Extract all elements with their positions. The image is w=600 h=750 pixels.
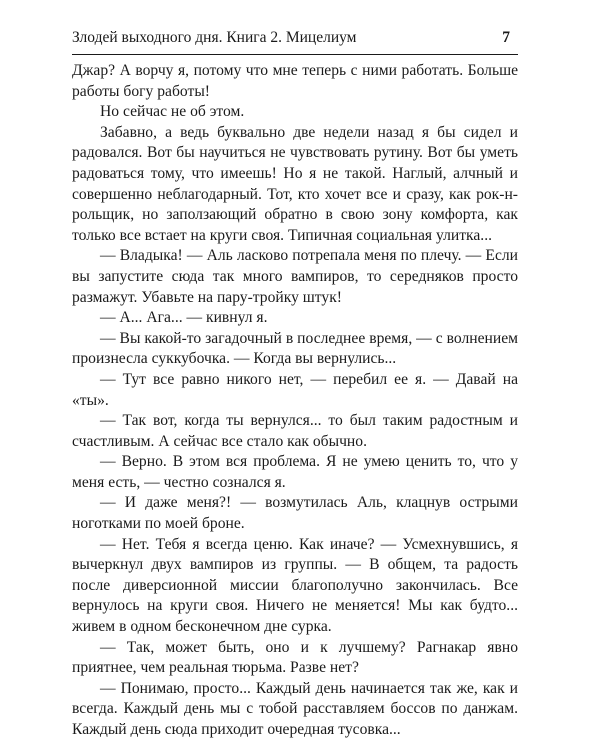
page-number: 7 (502, 29, 510, 46)
paragraph: — Вы какой-то загадочный в последнее время, — с волнением произнесла суккубочка. — Когда вы вернулись... (72, 329, 518, 368)
paragraph: — Тут все равно никого нет, — перебил ее я. — Давай на «ты». (72, 370, 518, 409)
paragraph: Джар? А ворчу я, потому что мне теперь с ними работать. Больше работы богу работы! (72, 62, 518, 100)
body-text (72, 61, 518, 741)
book-page (72, 28, 518, 741)
paragraph: — Так, может быть, оно и к лучшему? Рагнакар явно приятнее, чем реальная тюрьма. Разве нет? (72, 638, 518, 677)
paragraph: — Так вот, когда ты вернулся... то был таким радостным и счастливым. А сейчас все стало как обычно. (72, 412, 518, 450)
paragraph: — А... Ага... — кивнул я. (100, 309, 268, 327)
running-header (72, 28, 518, 55)
paragraph: Но сейчас не об этом. (100, 103, 245, 121)
paragraph: Забавно, а ведь буквально две недели назад я бы сидел и радовался. Вот бы научиться не чувствовать рутину. Вот бы уметь радоваться тому, что имеешь! Но я не такой. Наглый, алчный и совершенно неблагодарный. Тот, кто хочет все и сразу, как рок-н-рольщик, но заползающий обратно в свою зону комфорта, как только все встает на круги своя. Типичная социальная улитка... (72, 123, 518, 244)
paragraph: — Владыка! — Аль ласково потрепала меня по плечу. — Если вы запустите сюда так много вампиров, то середняков просто размажут. Убавьте на пару-тройку штук! (72, 247, 518, 306)
book-title: Злодей выходного дня. Книга 2. Мицелиум (72, 29, 357, 46)
paragraph: — И даже меня?! — возмутилась Аль, клацнув острыми ноготками по моей броне. (72, 494, 518, 533)
paragraph: — Понимаю, просто... Каждый день начинается так же, как и всегда. Каждый день мы с тобой расставляем боссов по данжам. Каждый день сюда приходит очередная тусовка... (72, 679, 518, 738)
paragraph: — Нет. Тебя я всегда ценю. Как иначе? — Усмехнувшись, я вычеркнул двух вампиров из группы. — В общем, та радость после диверсионной миссии благополучно закончилась. Все вернулось на круги своя. Ничего не меняется! Мы как будто... живем в одном бесконечном дне сурка. (72, 535, 518, 636)
paragraph: — Верно. В этом вся проблема. Я не умею ценить то, что у меня есть, — честно сознался я. (72, 453, 518, 491)
